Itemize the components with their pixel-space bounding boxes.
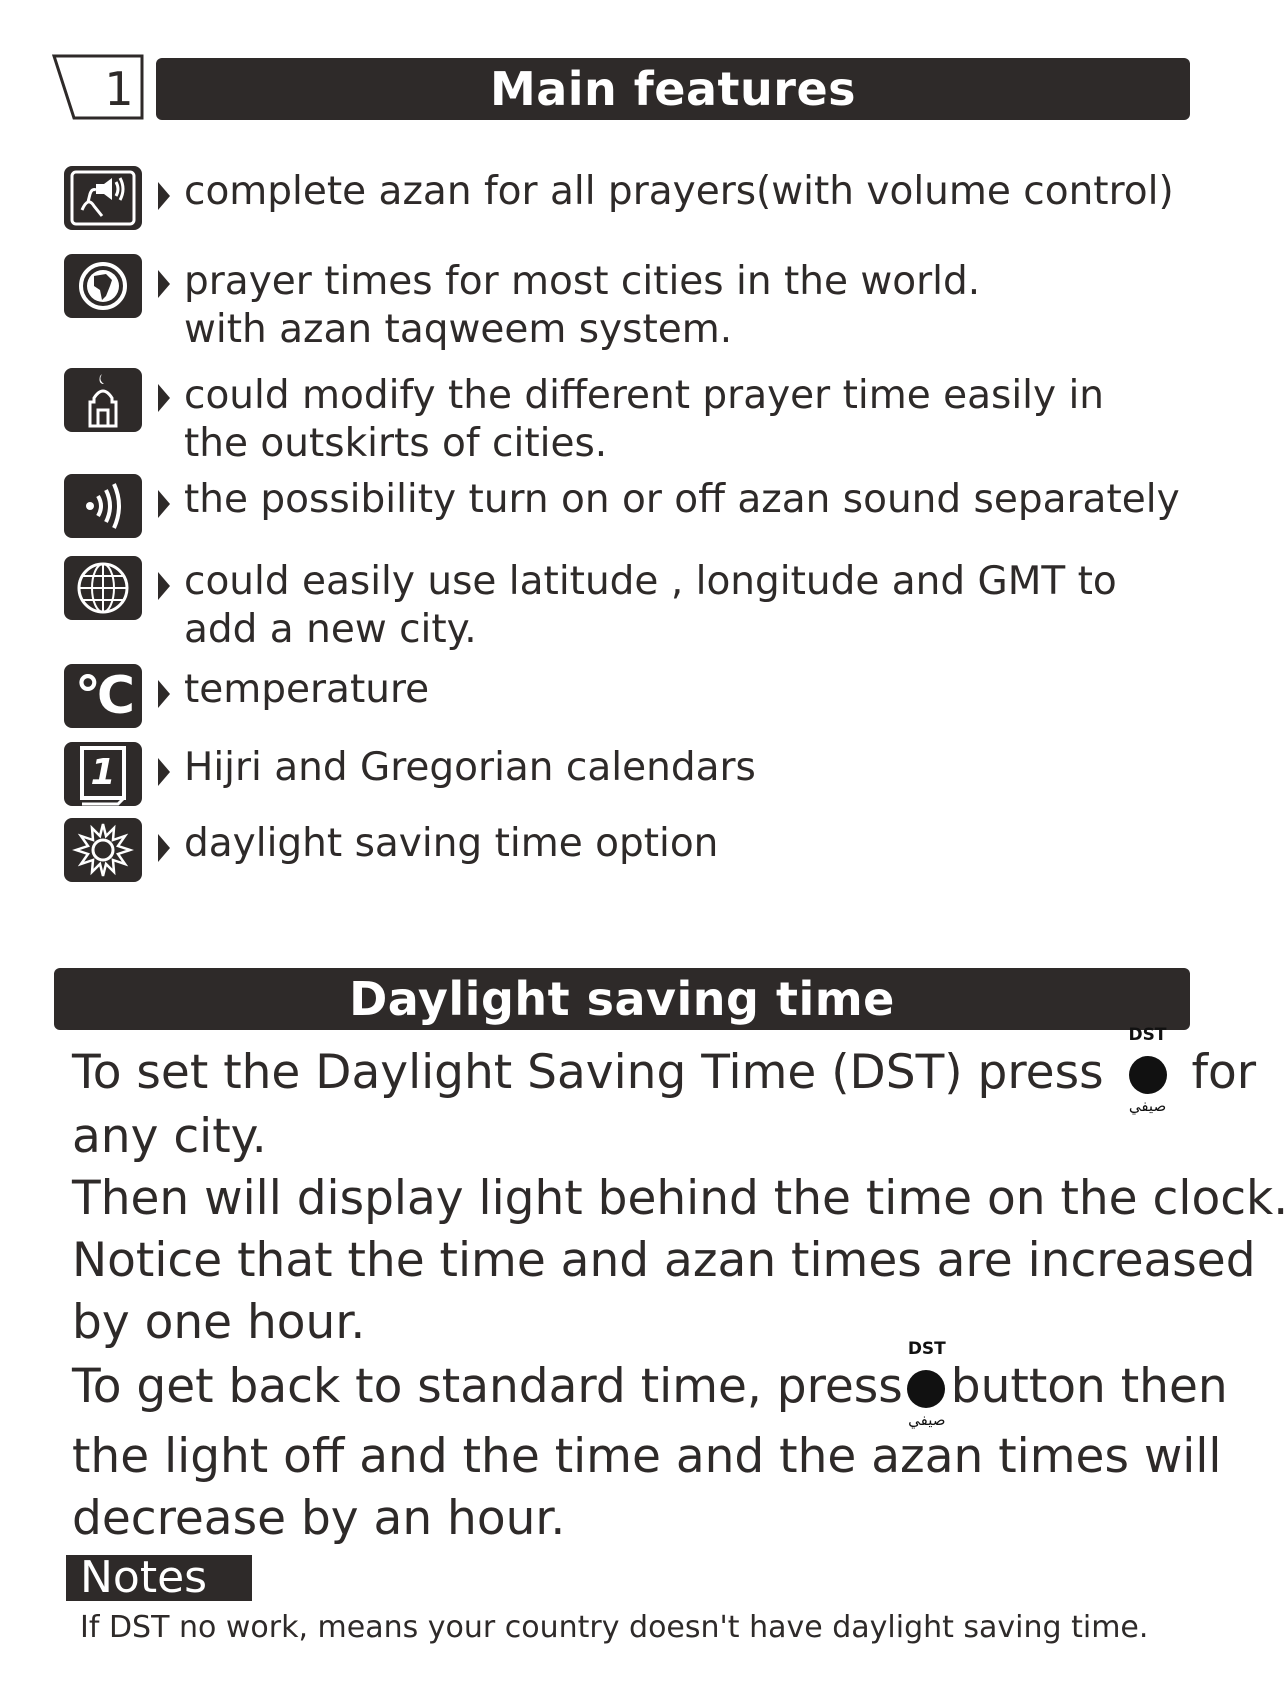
bullet-arrow: [158, 182, 170, 210]
dst-button-icon: DST صيفي: [1128, 1025, 1167, 1115]
azan-speaker-icon: [64, 166, 142, 230]
celsius-icon: °C: [64, 664, 142, 728]
world-grid-icon: [64, 556, 142, 620]
bullet-arrow: [158, 680, 170, 708]
dst-paragraph-line: any city.: [72, 1109, 267, 1164]
feature-temperature: temperature: [184, 667, 430, 712]
sound-waves-icon: [64, 474, 142, 538]
dst-paragraph-line: Notice that the time and azan times are increased: [72, 1233, 1256, 1288]
globe-africa-icon: [64, 254, 142, 318]
page-number: 1: [104, 62, 134, 116]
calendar-icon: 1: [64, 742, 142, 806]
feature-prayer-times: prayer times for most cities in the world. with azan taqweem system.: [184, 259, 981, 352]
bullet-arrow: [158, 490, 170, 518]
notes-text: If DST no work, means your country doesn't have daylight saving time.: [80, 1610, 1149, 1645]
feature-modify-time: could modify the different prayer time easily in the outskirts of cities.: [184, 373, 1105, 466]
bullet-arrow: [158, 572, 170, 600]
feature-calendars: Hijri and Gregorian calendars: [184, 745, 756, 790]
bullet-arrow: [158, 270, 170, 298]
sun-icon: [64, 818, 142, 882]
dst-paragraph-line: the light off and the time and the azan times will: [72, 1429, 1222, 1484]
dst-paragraph-line: Then will display light behind the time on the clock.: [72, 1171, 1288, 1226]
dst-paragraph-line: decrease by an hour.: [72, 1491, 566, 1546]
bullet-arrow: [158, 758, 170, 786]
feature-dst-option: daylight saving time option: [184, 821, 719, 866]
dst-paragraph-line: To set the Daylight Saving Time (DST) press DST صيفي for: [72, 1025, 1257, 1115]
bullet-arrow: [158, 834, 170, 862]
dst-section-header: Daylight saving time: [54, 968, 1190, 1030]
feature-add-city: could easily use latitude , longitude and GMT to add a new city.: [184, 559, 1117, 652]
feature-azan: complete azan for all prayers(with volume control): [184, 169, 1174, 214]
notes-label: Notes: [66, 1555, 252, 1601]
dst-button-icon: DST صيفي: [907, 1339, 946, 1429]
dst-paragraph-line: To get back to standard time, press DST صيفي button then: [72, 1339, 1228, 1429]
mosque-crescent-icon: [64, 368, 142, 432]
main-features-header: Main features: [156, 58, 1190, 120]
dst-paragraph-line: by one hour.: [72, 1295, 366, 1350]
bullet-arrow: [158, 384, 170, 412]
feature-sound-toggle: the possibility turn on or off azan sound separately: [184, 477, 1180, 522]
